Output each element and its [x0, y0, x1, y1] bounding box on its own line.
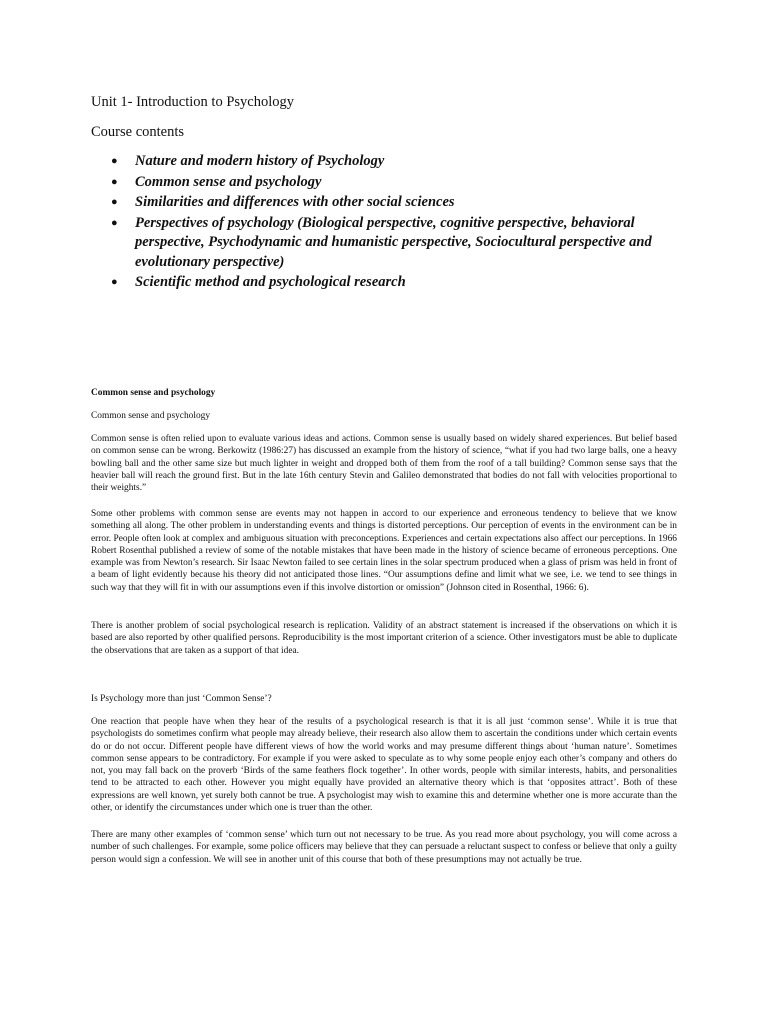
- list-item-text: Scientific method and psychological research: [135, 274, 406, 290]
- list-item-text: Perspectives of psychology (Biological perspective, cognitive perspective, behavioral perspective, Psychodynamic and humanistic perspective, Sociocultural perspective and evolutionary perspective): [135, 214, 652, 270]
- question-heading: Is Psychology more than just ‘Common Sense’?: [91, 694, 272, 704]
- list-item-text: Similarities and differences with other social sciences: [135, 194, 455, 210]
- bullet-icon: ●: [111, 155, 118, 167]
- list-item: [91, 273, 691, 293]
- section-subheading: Common sense and psychology: [91, 411, 211, 421]
- course-contents-heading: Course contents: [91, 124, 185, 140]
- paragraph-other-examples: There are many other examples of ‘common sense’ which turn out not necessary to be true. As you read more about psychology, you will come across a number of such challenges. For example, some police officers may believe that they can persuade a reluctant suspect to confess or believe that only a guilty person would sign a confession. We will see in another unit of this course that both of these presumptions may not actually be true.: [91, 830, 677, 865]
- bullet-icon: ●: [111, 216, 118, 229]
- bullet-icon: ●: [111, 196, 118, 208]
- paragraph-distorted-perceptions: Some other problems with common sense are events may not happen in accord to our experience and erroneous tendency to believe that we know something all along. The other problem in understanding events and things is distorted perceptions. Our perception of events in the environment can be in error. People often look at complex and ambiguous situation with preconceptions. Experiences and certain expectations also affect our perceptions. In 1966 Robert Rosenthal published a review of some of the notable mistakes that have been made in the history of science became of erroneous perceptions. One example was from Newton’s research. Sir Isaac Newton failed to see certain lines in the solar spectrum produced when a glass of prism was held in front of a beam of light evidently because his theory did not anticipated those lines. “Our assumptions define and limit what we see, i.e. we tend to see things in such way that they will fit in with our assumptions even if this involve distortion or omission” (Johnson cited in Rosenthal, 1966: 6).: [91, 509, 677, 593]
- bullet-icon: ●: [111, 175, 118, 188]
- paragraph-common-sense: Common sense is often relied upon to evaluate various ideas and actions. Common sense is usually based on widely shared experiences. But belief based on common sense can be wrong. Berkowitz (1986:27) has discussed an example from the history of science, “what if you had two large balls, one a heavy bowling ball and the other same size but much lighter in weight and dropped both of them from the roof of a tall building? Common sense says that the heavier ball will reach the ground first. But in the late 16th century Stevin and Galileo demonstrated that bodies do not fall with velocities proportional to their weights.”: [91, 434, 677, 494]
- paragraph-replication: There is another problem of social psychological research is replication. Validity of an abstract statement is increased if the observations on which it is based are also reported by other qualified persons. Reproducibility is the most important criterion of a science. Other investigators must be able to duplicate the observations that are taken as a support of that idea.: [91, 621, 677, 656]
- course-contents-list: [91, 152, 691, 294]
- list-item-text: Nature and modern history of Psychology: [135, 153, 385, 169]
- unit-title: Unit 1- Introduction to Psychology: [91, 94, 294, 110]
- list-item: [91, 193, 691, 213]
- section-heading: Common sense and psychology: [91, 388, 216, 398]
- list-item: [91, 152, 691, 172]
- list-item: [91, 214, 691, 273]
- list-item: [91, 173, 691, 193]
- bullet-icon: ●: [111, 276, 118, 288]
- list-item-text: Common sense and psychology: [135, 173, 322, 190]
- paragraph-psychology-results: One reaction that people have when they hear of the results of a psychological research is that it is all just ‘common sense’. While it is true that psychologists do sometimes confirm what people may already believe, their research also allow them to ascertain the conditions under which certain events do or do not occur. Different people have different views of how the world works and may presume different things about ‘human nature’. Sometimes common sense appears to be contradictory. For example if you were asked to speculate as to why some people enjoy each other’s company and others do not, you may fall back on the proverb ‘Birds of the same feathers flock together’. In other words, people with similar interests, habits, and personalities tend to be attracted to each other. However you might equally have provided an alternative theory which is that ‘opposites attract’. Both of these expressions are well known, yet surely both cannot be true. A psychologist may wish to examine this and determine whether one is more accurate than the other, or identify the circumstances under which one is truer than the other.: [91, 717, 677, 814]
